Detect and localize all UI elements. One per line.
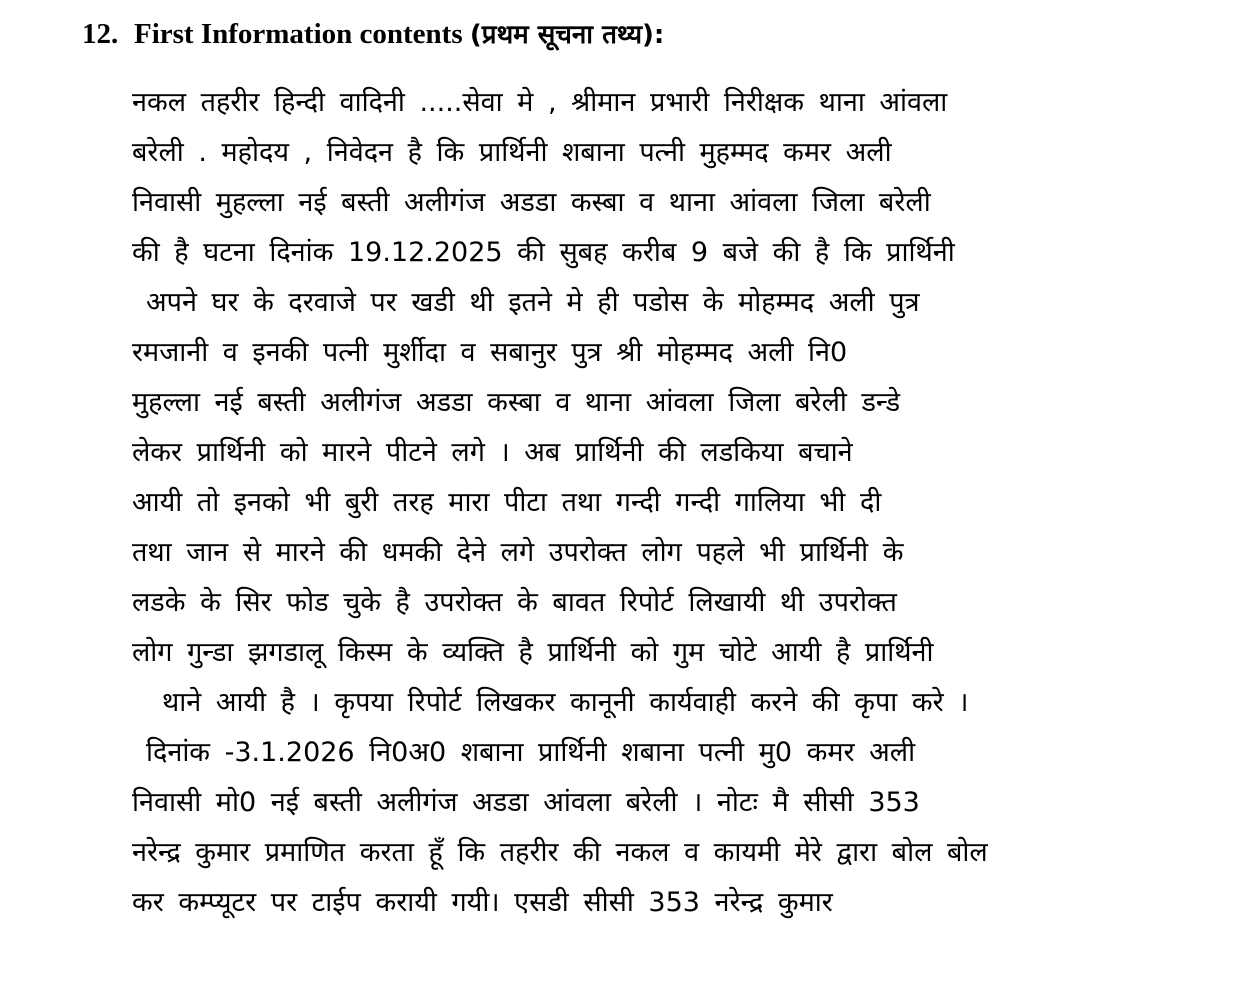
text-line: दिनांक -3.1.2026 नि0अ0 शबाना प्रार्थिनी शबाना पत्नी मु0 कमर अली — [146, 737, 916, 768]
text-line: लडके के सिर फोड चुके है उपरोक्त के बावत रिपोर्ट लिखायी थी उपरोक्त — [132, 587, 897, 618]
text-line: तथा जान से मारने की धमकी देने लगे उपरोक्त लोग पहले भी प्रार्थिनी के — [132, 537, 904, 568]
text-line: निवासी मो0 नई बस्ती अलीगंज अडडा आंवला बरेली । नोटः मै सीसी 353 — [132, 787, 920, 818]
text-line: कर कम्प्यूटर पर टाईप करायी गयी। एसडी सीसी 353 नरेन्द्र कुमार — [132, 887, 833, 918]
text-line: की है घटना दिनांक 19.12.2025 की सुबह करीब 9 बजे की है कि प्रार्थिनी — [132, 237, 955, 268]
text-line: लेकर प्रार्थिनी को मारने पीटने लगे । अब प्रार्थिनी की लडकिया बचाने — [132, 437, 853, 468]
text-line: लोग गुन्डा झगडालू किस्म के व्यक्ति है प्रार्थिनी को गुम चोटे आयी है प्रार्थिनी — [132, 637, 934, 668]
text-line: अपने घर के दरवाजे पर खडी थी इतने मे ही पडोस के मोहम्मद अली पुत्र — [146, 287, 920, 318]
text-line: थाने आयी है । कृपया रिपोर्ट लिखकर कानूनी कार्यवाही करने की कृपा करे । — [162, 687, 969, 718]
text-line: आयी तो इनको भी बुरी तरह मारा पीटा तथा गन्दी गन्दी गालिया भी दी — [132, 487, 882, 518]
text-line: बरेली . महोदय , निवेदन है कि प्रार्थिनी शबाना पत्नी मुहम्मद कमर अली — [132, 137, 892, 168]
section-title-english: First Information contents — [134, 18, 463, 50]
text-line: रमजानी व इनकी पत्नी मुर्शीदा व सबानुर पुत्र श्री मोहम्मद अली नि0 — [132, 337, 848, 368]
first-information-text — [132, 78, 1192, 928]
text-line: मुहल्ला नई बस्ती अलीगंज अडडा कस्बा व थाना आंवला जिला बरेली डन्डे — [132, 387, 901, 418]
section-heading — [82, 14, 664, 55]
section-title-hindi: (प्रथम सूचना तथ्य): — [469, 20, 665, 50]
text-line: नकल तहरीर हिन्दी वादिनी .....सेवा मे , श्रीमान प्रभारी निरीक्षक थाना आंवला — [132, 87, 948, 118]
text-line: निवासी मुहल्ला नई बस्ती अलीगंज अडडा कस्बा व थाना आंवला जिला बरेली — [132, 187, 931, 218]
section-number: 12. — [82, 18, 119, 50]
text-line: नरेन्द्र कुमार प्रमाणित करता हूँ कि तहरीर की नकल व कायमी मेरे द्वारा बोल बोल — [132, 837, 988, 868]
